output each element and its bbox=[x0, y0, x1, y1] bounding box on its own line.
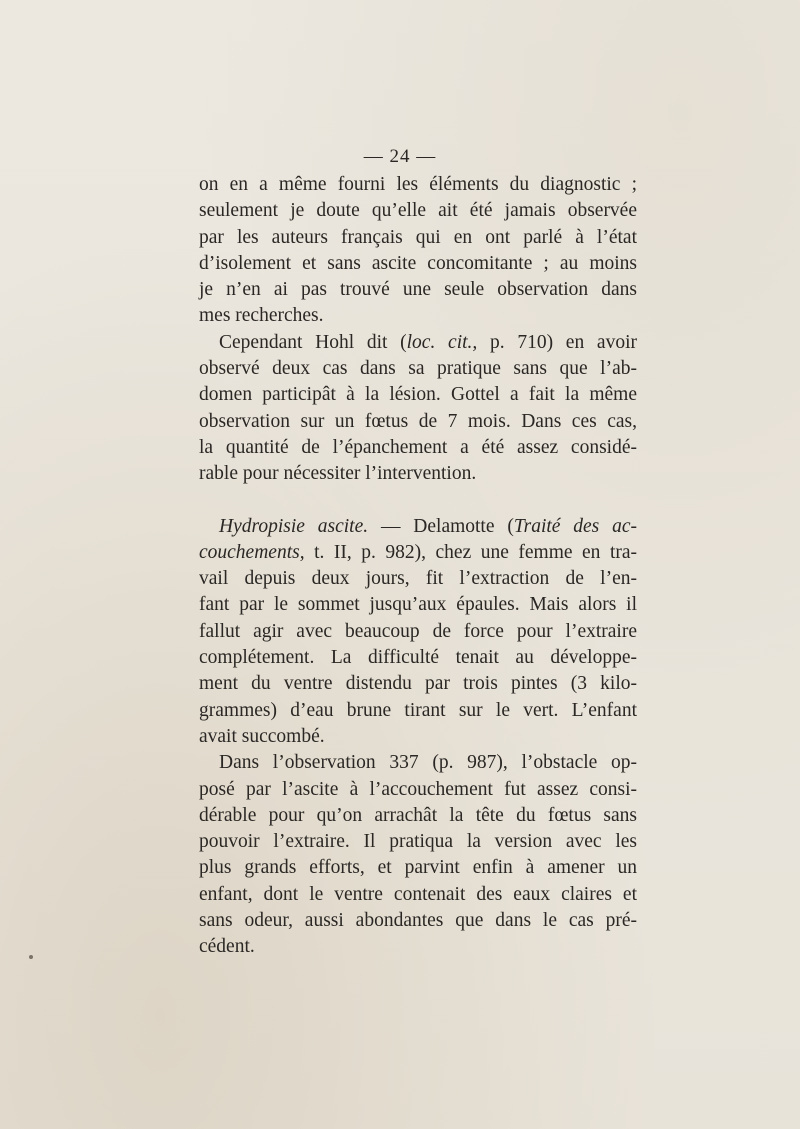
paper-speck bbox=[29, 955, 33, 959]
text-line: posé par l’ascite à l’accouchement fut assez consi- bbox=[199, 778, 637, 800]
page-number: — 24 — bbox=[363, 146, 437, 167]
text-line: je n’en ai pas trouvé une seule observation dans bbox=[199, 279, 637, 301]
text-line: couchements, t. II, p. 982), chez une femme en tra- bbox=[199, 541, 637, 563]
text-line: Hydropisie ascite. — Delamotte (Traité des ac- bbox=[219, 515, 637, 537]
text-line: observation sur un fœtus de 7 mois. Dans ces cas, bbox=[199, 410, 637, 432]
text-line: avait succombé. bbox=[199, 725, 325, 747]
text-line: par les auteurs français qui en ont parlé à l’état bbox=[199, 226, 637, 248]
citation-italic: Traité des ac- bbox=[513, 515, 637, 537]
paragraph bbox=[199, 330, 637, 488]
text-line: mes recherches. bbox=[199, 305, 324, 327]
text-line: Cependant Hohl dit (loc. cit., p. 710) en avoir bbox=[219, 331, 637, 353]
text-line: seulement je doute qu’elle ait été jamais observée bbox=[199, 200, 637, 222]
section-heading-italic: Hydropisie ascite. bbox=[219, 515, 369, 537]
paragraph bbox=[199, 750, 637, 960]
text-line: observé deux cas dans sa pratique sans que l’ab- bbox=[199, 358, 637, 380]
text-line: vail depuis deux jours, fit l’extraction de l’en- bbox=[199, 568, 637, 590]
text-line: fallut agir avec beaucoup de force pour l’extraire bbox=[199, 620, 637, 642]
text-line: complétement. La difficulté tenait au développe- bbox=[199, 647, 637, 669]
text-line: d’isolement et sans ascite concomitante ; au moins bbox=[199, 252, 637, 274]
text-line: sans odeur, aussi abondantes que dans le cas pré- bbox=[199, 910, 637, 932]
text-line: grammes) d’eau brune tirant sur le vert. L’enfant bbox=[199, 699, 637, 721]
text-line: pouvoir l’extraire. Il pratiqua la version avec les bbox=[199, 831, 637, 853]
text-line: ment du ventre distendu par trois pintes (3 kilo- bbox=[199, 673, 637, 695]
citation-italic: loc. cit., bbox=[406, 331, 478, 353]
text-line: plus grands efforts, et parvint enfin à amener un bbox=[199, 857, 637, 879]
text-line: Dans l’observation 337 (p. 987), l’obstacle op- bbox=[219, 752, 637, 774]
text-line: fant par le sommet jusqu’aux épaules. Mais alors il bbox=[199, 594, 637, 616]
text-line: enfant, dont le ventre contenait des eaux claires et bbox=[199, 883, 637, 905]
text-line: cédent. bbox=[199, 936, 255, 958]
paragraph bbox=[199, 172, 637, 330]
text-line: dérable pour qu’on arrachât la tête du fœtus sans bbox=[199, 804, 637, 826]
text-line: on en a même fourni les éléments du diagnostic ; bbox=[199, 174, 637, 195]
text-line: la quantité de l’épanchement a été assez considé- bbox=[199, 436, 637, 458]
body-text bbox=[199, 172, 637, 961]
text-line: domen participât à la lésion. Gottel a fait la même bbox=[199, 384, 637, 406]
text-line: rable pour nécessiter l’intervention. bbox=[199, 463, 477, 485]
paragraph bbox=[199, 514, 637, 751]
citation-italic: couchements, bbox=[199, 541, 305, 563]
section-gap bbox=[199, 488, 637, 514]
